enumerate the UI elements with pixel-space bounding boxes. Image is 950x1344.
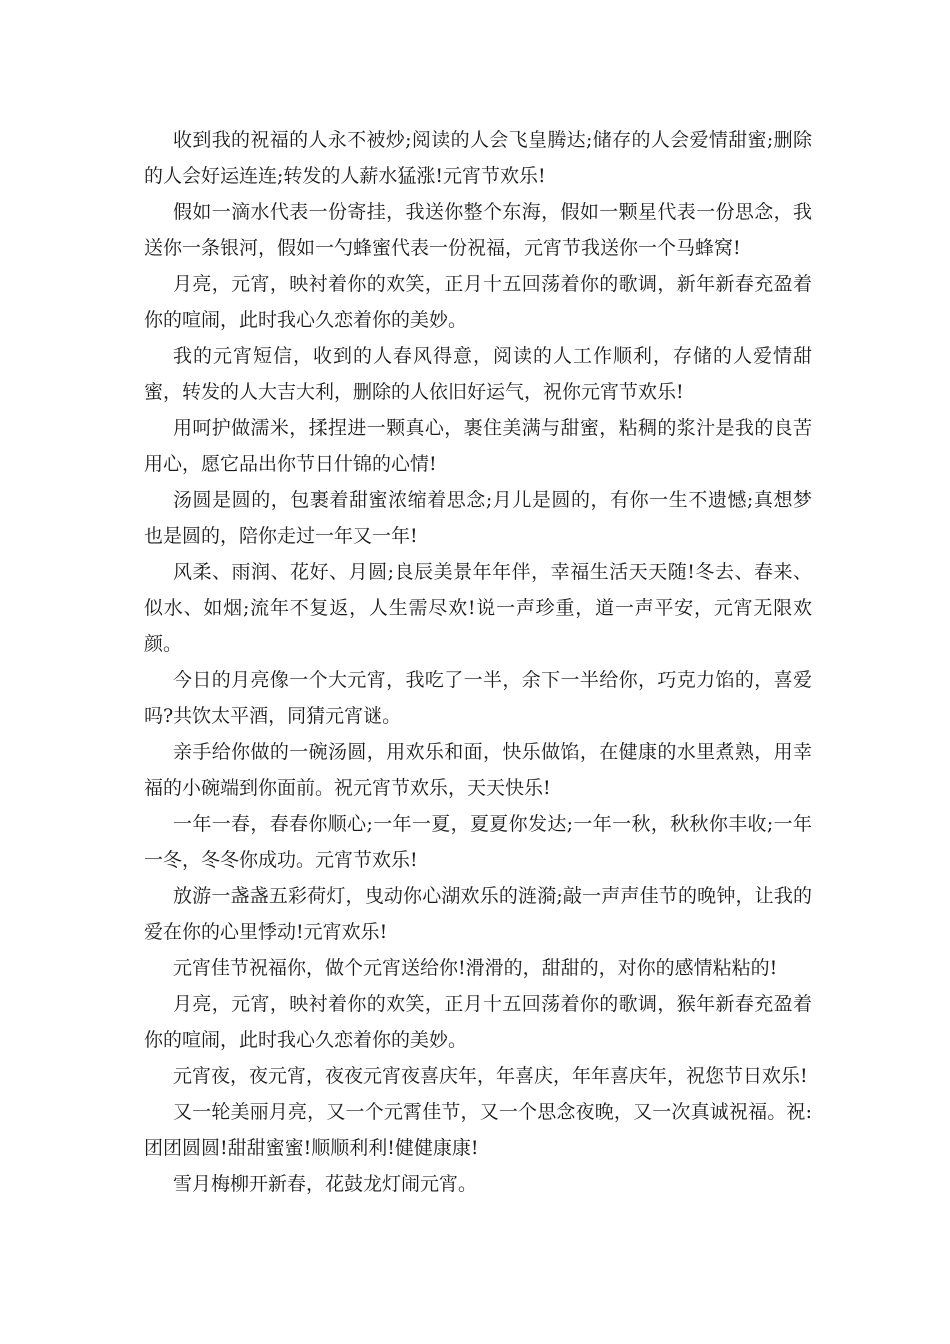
paragraph: 放游一盏盏五彩荷灯，曳动你心湖欢乐的涟漪;敲一声声佳节的晚钟，让我的爱在你的心里悸动!元宵欢乐! <box>144 885 812 943</box>
paragraph: 今日的月亮像一个大元宵，我吃了一半，余下一半给你，巧克力馅的，喜爱吗?共饮太平酒，同猜元宵谜。 <box>144 669 812 727</box>
paragraph: 又一轮美丽月亮，又一个元霄佳节，又一个思念夜晚，又一次真诚祝福。祝:团团圆圆!甜甜蜜蜜!顺顺利利!健健康康! <box>144 1101 812 1159</box>
paragraph: 月亮，元宵，映衬着你的欢笑，正月十五回荡着你的歌调，新年新春充盈着你的喧闹，此时我心久恋着你的美妙。 <box>144 273 812 331</box>
paragraph: 元宵夜，夜元宵，夜夜元宵夜喜庆年，年喜庆，年年喜庆年，祝您节日欢乐! <box>173 1065 808 1087</box>
paragraph: 亲手给你做的一碗汤圆，用欢乐和面，快乐做馅，在健康的水里煮熟，用幸福的小碗端到你面前。祝元宵节欢乐，天天快乐! <box>144 741 812 799</box>
document-body <box>144 122 812 1202</box>
paragraph: 元宵佳节祝福你，做个元宵送给你!滑滑的，甜甜的，对你的感情粘粘的! <box>173 957 778 979</box>
paragraph: 雪月梅柳开新春，花鼓龙灯闹元宵。 <box>173 1173 478 1195</box>
paragraph: 假如一滴水代表一份寄挂，我送你整个东海，假如一颗星代表一份思念，我送你一条银河，假如一勺蜂蜜代表一份祝福，元宵节我送你一个马蜂窝! <box>144 201 812 259</box>
paragraph: 月亮，元宵，映衬着你的欢笑，正月十五回荡着你的歌调，猴年新春充盈着你的喧闹，此时我心久恋着你的美妙。 <box>144 993 812 1051</box>
paragraph: 我的元宵短信，收到的人春风得意，阅读的人工作顺利，存储的人爱情甜蜜，转发的人大吉大利，删除的人依旧好运气，祝你元宵节欢乐! <box>144 345 812 403</box>
paragraph: 一年一春，春春你顺心;一年一夏，夏夏你发达;一年一秋，秋秋你丰收;一年一冬，冬冬你成功。元宵节欢乐! <box>144 813 812 871</box>
paragraph: 收到我的祝福的人永不被炒;阅读的人会飞皇腾达;储存的人会爱情甜蜜;删除的人会好运连连;转发的人薪水猛涨!元宵节欢乐! <box>144 129 812 187</box>
paragraph: 用呵护做濡米，揉捏进一颗真心，裹住美满与甜蜜，粘稠的浆汁是我的良苦用心，愿它品出你节日什锦的心情! <box>144 417 812 475</box>
paragraph: 汤圆是圆的，包裹着甜蜜浓缩着思念;月儿是圆的，有你一生不遗憾;真想梦也是圆的，陪你走过一年又一年! <box>144 489 812 547</box>
paragraph: 风柔、雨润、花好、月圆;良辰美景年年伴，幸福生活天天随!冬去、春来、似水、如烟;流年不复返，人生需尽欢!说一声珍重，道一声平安，元宵无限欢颜。 <box>144 561 812 655</box>
